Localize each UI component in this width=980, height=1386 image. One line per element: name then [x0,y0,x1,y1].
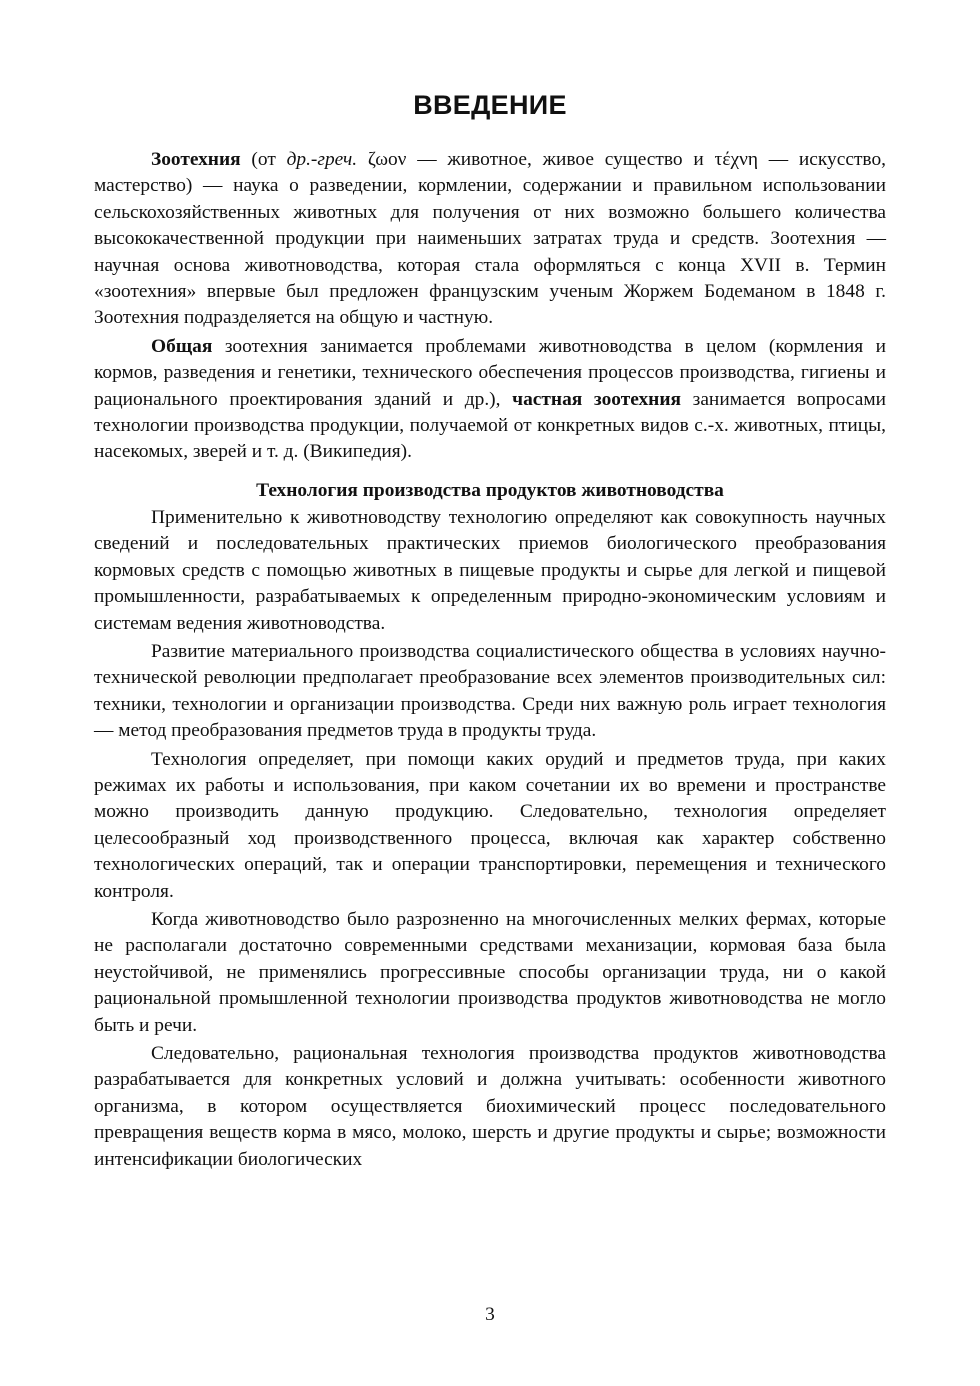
term-general: Общая [151,335,213,357]
term-private-zootechny: частная зоотехния [512,388,682,410]
paragraph-text: занимается вопросами технологии производства продукции, получаемой от конкретных видов с.-х. животных, птицы, насекомых, зверей и т. д. (Википедия). [94,388,886,463]
section-heading: Технология производства продуктов животноводства [256,479,724,501]
paragraph-text: ζωον — животное, живое существо и τέχνη — искусство, мастерство) — наука о разведении, кормлении, содержании и правильном использовании сельскохозяйственных животных для получения от них возможно большего количества высококачественной продукции при наименьших затратах труда и средств. Зоотехния — научная основа животноводства, которая стала оформляться с конца XVII в. Термин «зоотехния» впервые был предложен французским ученым Жоржем Бодеманом в 1848 г. Зоотехния подразделяется на общую и частную. [94,149,886,329]
paragraph-rational-technology: Следовательно, рациональная технология производства продуктов животноводства разрабатывается для конкретных условий и должна учитывать: особенности животного организма, в котором осуществляется биохимический процесс последовательного превращения веществ корма в мясо, молоко, шерсть и другие продукты и сырье; возможности интенсификации биологических [94,1043,886,1170]
paragraph-scattered-farms: Когда животноводство было разрозненно на многочисленных мелких фермах, которые не располагали достаточно современными средствами механизации, кормовая база была неустойчивой, не применялись прогрессивные способы организации труда, ни о какой рациональной промышленной технологии производства продуктов животноводства не могло быть и речи. [94,908,886,1036]
term-zootechny: Зоотехния [151,149,241,170]
paragraph-zootechny-definition [94,147,886,332]
paragraph-text: зоотехния занимается проблемами животноводства в целом (кормления и кормов, разведения и генетики, технического обеспечения процессов производства, гигиены и рационального проектирования зданий и др.), [94,335,886,410]
page-title: ВВЕДЕНИЕ [413,90,567,120]
abbreviation-greek: др.-греч. [286,149,358,170]
page-number: 3 [485,1304,495,1325]
paragraph-technology-definition: Применительно к животноводству технологию определяют как совокупность научных сведений и последовательных практических приемов биологического преобразования кормовых средств с помощью животных в пищевые продукты и сырье для легкой и пищевой промышленности, разрабатываемых к определенным природно-экономическим условиям и системам ведения животноводства. [94,506,886,634]
paragraph-text: (от [240,149,287,170]
paragraph-technology-determines: Технология определяет, при помощи каких орудий и предметов труда, при каких режимах их работы и использования, при каком сочетании их во времени и пространстве можно производить данную продукцию. Следовательно, технология определяет целесообразный ход производственного процесса, включая как характер собственно технологических операций, так и операции транспортировки, перемещения и технического контроля. [94,748,886,902]
document-body [94,147,886,1173]
document-page [94,0,886,1386]
paragraph-material-production: Развитие материального производства социалистического общества в условиях научно-технической революции предполагает преобразование всех элементов производительных сил: техники, технологии и организации производства. Среди них важную роль играет технология — метод преобразования предметов труда в продукты труда. [94,640,886,742]
paragraph-general-private [94,334,886,466]
